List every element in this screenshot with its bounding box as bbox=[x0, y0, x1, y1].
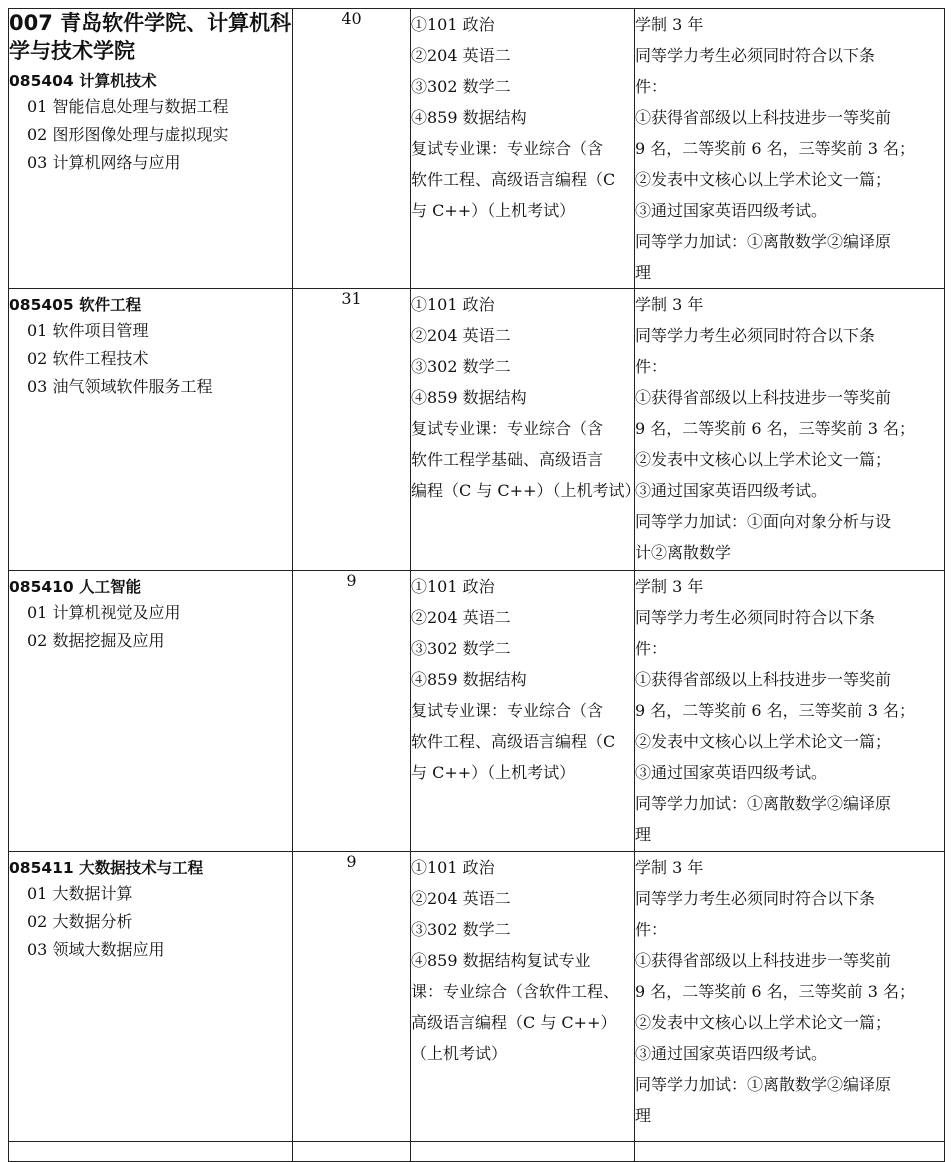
notes-cell bbox=[635, 571, 945, 852]
retest-subject: 高级语言编程（C 与 C++） bbox=[411, 1013, 617, 1032]
notes-cell bbox=[635, 289, 945, 571]
note-line: ②发表中文核心以上学术论文一篇； bbox=[635, 170, 892, 189]
note-line: 学制 3 年 bbox=[635, 858, 704, 877]
exam-subjects-cell bbox=[411, 852, 635, 1142]
retest-subject: （上机考试） bbox=[411, 1044, 508, 1063]
note-line: 件： bbox=[635, 357, 668, 376]
note-line: 同等学力加试：①离散数学②编译原 bbox=[635, 794, 892, 813]
major-title: 085405 软件工程 bbox=[9, 296, 142, 314]
major-title: 085411 大数据技术与工程 bbox=[9, 859, 204, 877]
note-line: 同等学力加试：①面向对象分析与设 bbox=[635, 512, 892, 531]
note-line: 学制 3 年 bbox=[635, 15, 704, 34]
note-line: 同等学力考生必须同时符合以下条 bbox=[635, 326, 876, 345]
exam-subject: ③302 数学二 bbox=[411, 920, 511, 939]
note-line: 9 名，二等奖前 6 名，三等奖前 3 名； bbox=[635, 419, 915, 438]
note-line: ③通过国家英语四级考试。 bbox=[635, 763, 828, 782]
exam-subject: ④859 数据结构 bbox=[411, 388, 527, 407]
research-direction: 03 油气领域软件服务工程 bbox=[27, 377, 213, 396]
retest-subject: 课：专业综合（含软件工程、 bbox=[411, 982, 620, 1001]
exam-subject: ④859 数据结构 bbox=[411, 108, 527, 127]
note-line: 9 名，二等奖前 6 名，三等奖前 3 名； bbox=[635, 982, 915, 1001]
note-line: 同等学力考生必须同时符合以下条 bbox=[635, 46, 876, 65]
note-line: 理 bbox=[635, 1106, 652, 1125]
major-title: 085410 人工智能 bbox=[9, 578, 142, 596]
note-line: 9 名，二等奖前 6 名，三等奖前 3 名； bbox=[635, 701, 915, 720]
research-direction: 02 软件工程技术 bbox=[27, 349, 149, 368]
exam-subject: ④859 数据结构 bbox=[411, 670, 527, 689]
table-row bbox=[9, 9, 945, 289]
note-line: ③通过国家英语四级考试。 bbox=[635, 1044, 828, 1063]
retest-subject: 复试专业课：专业综合（含 bbox=[411, 419, 604, 438]
note-line: ①获得省部级以上科技进步一等奖前 bbox=[635, 388, 892, 407]
research-direction: 03 计算机网络与应用 bbox=[27, 153, 181, 172]
note-line: 件： bbox=[635, 77, 668, 96]
table-row bbox=[9, 852, 945, 1142]
research-direction: 01 软件项目管理 bbox=[27, 321, 149, 340]
program-cell bbox=[9, 289, 293, 571]
table-row bbox=[9, 571, 945, 852]
note-line: 理 bbox=[635, 263, 652, 282]
retest-subject: 软件工程学基础、高级语言 bbox=[411, 450, 604, 469]
enrollment-quota: 31 bbox=[293, 289, 411, 571]
note-line: 件： bbox=[635, 639, 668, 658]
research-direction: 01 计算机视觉及应用 bbox=[27, 603, 181, 622]
exam-subject: ③302 数学二 bbox=[411, 77, 511, 96]
note-line: ①获得省部级以上科技进步一等奖前 bbox=[635, 108, 892, 127]
note-line: 9 名，二等奖前 6 名，三等奖前 3 名； bbox=[635, 139, 915, 158]
retest-subject: 软件工程、高级语言编程（C bbox=[411, 732, 616, 751]
exam-subject: ③302 数学二 bbox=[411, 357, 511, 376]
exam-subject: ②204 英语二 bbox=[411, 608, 511, 627]
note-line: 同等学力加试：①离散数学②编译原 bbox=[635, 1075, 892, 1094]
note-line: 同等学力考生必须同时符合以下条 bbox=[635, 889, 876, 908]
note-line: ③通过国家英语四级考试。 bbox=[635, 481, 828, 500]
research-direction: 01 大数据计算 bbox=[27, 884, 133, 903]
program-cell bbox=[9, 9, 293, 289]
major-title: 085404 计算机技术 bbox=[9, 72, 157, 90]
note-line: 理 bbox=[635, 825, 652, 844]
notes-cell bbox=[635, 9, 945, 289]
research-direction: 03 领域大数据应用 bbox=[27, 940, 165, 959]
note-line: 学制 3 年 bbox=[635, 577, 704, 596]
department-title: 007 青岛软件学院、计算机科学与技术学院 bbox=[9, 11, 292, 63]
research-direction: 02 图形图像处理与虚拟现实 bbox=[27, 125, 229, 144]
note-line: ②发表中文核心以上学术论文一篇； bbox=[635, 450, 892, 469]
notes-cell bbox=[635, 852, 945, 1142]
note-line: 同等学力加试：①离散数学②编译原 bbox=[635, 232, 892, 251]
research-direction: 02 数据挖掘及应用 bbox=[27, 631, 165, 650]
exam-subject: ②204 英语二 bbox=[411, 326, 511, 345]
research-direction: 01 智能信息处理与数据工程 bbox=[27, 97, 229, 116]
exam-subject: ③302 数学二 bbox=[411, 639, 511, 658]
exam-subject: ④859 数据结构复试专业 bbox=[411, 951, 591, 970]
exam-subject: ①101 政治 bbox=[411, 577, 495, 596]
enrollment-quota: 9 bbox=[293, 852, 411, 1142]
admissions-table bbox=[8, 8, 945, 1162]
exam-subject: ①101 政治 bbox=[411, 15, 495, 34]
retest-subject: 复试专业课：专业综合（含 bbox=[411, 701, 604, 720]
enrollment-quota: 40 bbox=[293, 9, 411, 289]
note-line: 同等学力考生必须同时符合以下条 bbox=[635, 608, 876, 627]
exam-subject: ②204 英语二 bbox=[411, 46, 511, 65]
note-line: 计②离散数学 bbox=[635, 543, 732, 562]
note-line: ①获得省部级以上科技进步一等奖前 bbox=[635, 670, 892, 689]
note-line: ①获得省部级以上科技进步一等奖前 bbox=[635, 951, 892, 970]
exam-subject: ①101 政治 bbox=[411, 858, 495, 877]
exam-subjects-cell bbox=[411, 571, 635, 852]
note-line: 学制 3 年 bbox=[635, 295, 704, 314]
retest-subject: 与 C++）（上机考试） bbox=[411, 763, 576, 782]
retest-subject: 软件工程、高级语言编程（C bbox=[411, 170, 616, 189]
exam-subjects-cell bbox=[411, 289, 641, 571]
note-line: 件： bbox=[635, 920, 668, 939]
research-direction: 02 大数据分析 bbox=[27, 912, 133, 931]
table-row-continuation bbox=[9, 1142, 945, 1162]
retest-subject: 复试专业课：专业综合（含 bbox=[411, 139, 604, 158]
exam-subjects-cell bbox=[411, 9, 635, 289]
program-cell bbox=[9, 571, 293, 852]
note-line: ②发表中文核心以上学术论文一篇； bbox=[635, 732, 892, 751]
note-line: ③通过国家英语四级考试。 bbox=[635, 201, 828, 220]
retest-subject: 与 C++）（上机考试） bbox=[411, 201, 576, 220]
table-row bbox=[9, 289, 945, 571]
exam-subject: ②204 英语二 bbox=[411, 889, 511, 908]
exam-subject: ①101 政治 bbox=[411, 295, 495, 314]
program-cell bbox=[9, 852, 293, 1142]
note-line: ②发表中文核心以上学术论文一篇； bbox=[635, 1013, 892, 1032]
enrollment-quota: 9 bbox=[293, 571, 411, 852]
retest-subject: 编程（C 与 C++）（上机考试） bbox=[411, 481, 641, 500]
